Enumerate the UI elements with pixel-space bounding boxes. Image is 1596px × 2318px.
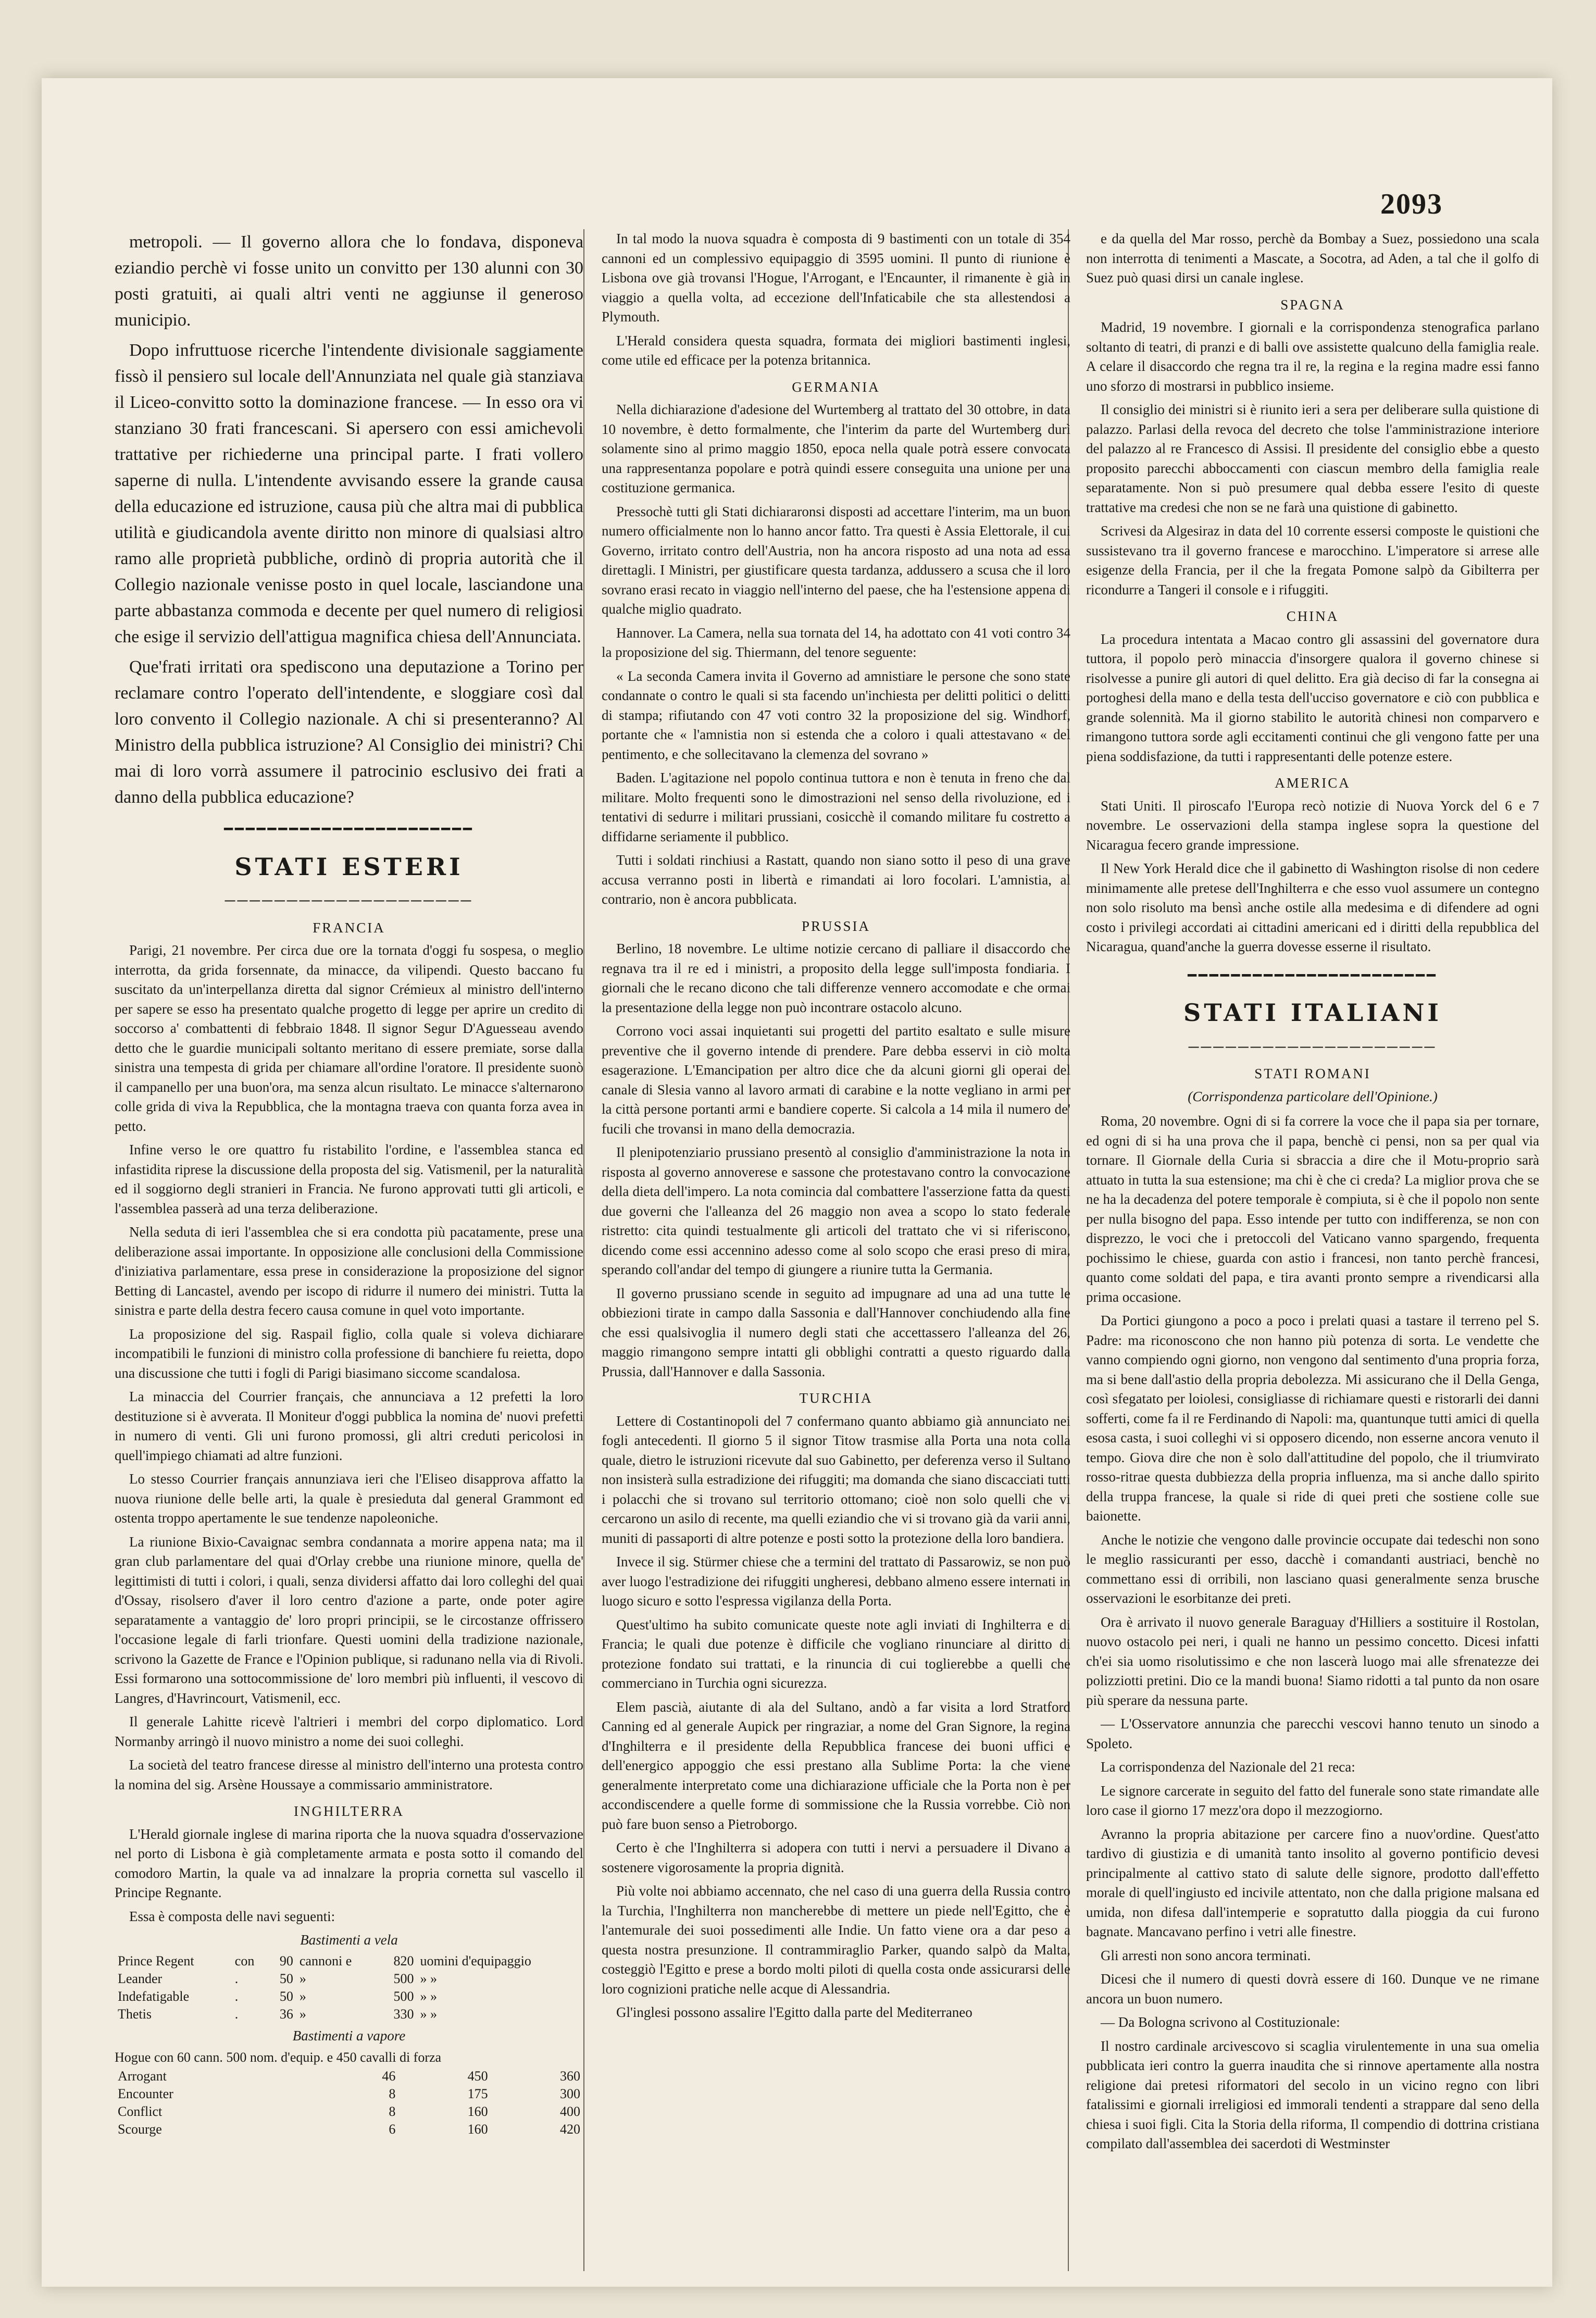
paragraph: Hannover. La Camera, nella sua tornata del 14, ha adottato con 41 voti contro 34 la proposizione del sig. Thiermann, del tenore seguente:: [602, 625, 1070, 660]
paragraph: Ora è arrivato il nuovo generale Baraguay d'Hilliers a sostituire il Rostolan, nuovo ostacolo pei neri, i quali ne hanno un pessimo concetto. Dicesi infatti ch'ei sia uomo risolutissimo e che non lascerà luogo mai alle sfrenatezze dei polizziotti pretini. Dio ce la mandi buona! Siamo ridotti a tal punto da non osare più sperare da nessuna parte.: [1086, 1614, 1539, 1708]
paragraph: Dicesi che il numero di questi dovrà essere di 160. Dunque ve ne rimane ancora un buon numero.: [1086, 1971, 1539, 2007]
paragraph: Il consiglio dei ministri si è riunito ieri a sera per deliberare sulla quistione di palazzo. Parlasi della revoca del decreto che tolse l'amministrazione interiore del palazzo al re Francesco di Assisi. Il presidente del consiglio ebbe a questo proposito parecchi abboccamenti con ciascun membro della famiglia reale separatamente. Non si può presumere qual debba essere l'esito di queste trattative ma credesi che non se ne farà una quistione di gabinetto.: [1086, 402, 1539, 515]
ship-name: Arrogant: [118, 2068, 167, 2084]
paragraph: Berlino, 18 novembre. Le ultime notizie cercano di palliare il disaccordo che regnava tra il re ed i ministri, a proposito della legge sull'imposta fondiaria. I giornali che le recano dicono che tali differenze vennero accomodate e che ormai la presentazione della legge non può incontrare ostacolo alcuno.: [602, 941, 1070, 1015]
country-heading-prussia: PRUSSIA: [801, 918, 871, 934]
cell: .: [234, 1988, 239, 2004]
cell: con: [234, 1953, 255, 1968]
cell: 8: [389, 2086, 396, 2101]
table-row: [115, 1988, 583, 2005]
paragraph: « La seconda Camera invita il Governo ad amnistiare le persone che sono state condannate o contro le quali si sta facendo un'inchiesta per delitti politici o delitti di stampa; rifiutando con 47 voti contro 32 la proposizione del sig. Windhorf, portante che « l'amnistia non si estenda che a coloro i quali attestavano « del pentimento, e che sollecitavano la clemenza del sovrano »: [602, 668, 1070, 762]
paragraph: Gl'inglesi possono assalire l'Egitto dalla parte del Mediterraneo: [616, 2004, 972, 2020]
paragraph: Nella dichiarazione d'adesione del Wurtemberg al trattato del 30 ottobre, in data 10 novembre, è detto formalmente, che l'interim da parte del Wurtemberg durì solamente sino al primo maggio 1850, epoca nella quale potrà essere convocata una rappresentanza popolare e potrà quindi essere conseguita una unione per una costituzione germanica.: [602, 402, 1070, 495]
table-row: [115, 1952, 583, 1970]
country-heading-inghilterra: INGHILTERRA: [294, 1803, 404, 1819]
paragraph: Tutti i soldati rinchiusi a Rastatt, quando non siano sotto il peso di una grave accusa verranno posti in libertà e rimandati ai loro focolari. L'amnistia, al contrario, non è ancora pubblicata.: [602, 852, 1070, 907]
cell: 360: [560, 2068, 580, 2084]
cell: 50: [279, 1971, 293, 1986]
country-heading-turchia: TURCHIA: [799, 1390, 873, 1406]
paragraph: L'Herald considera questa squadra, formata dei migliori bastimenti inglesi, come utile ed efficace per la potenza britannica.: [602, 332, 1070, 368]
column-left: [115, 229, 583, 2292]
cell: 160: [467, 2121, 488, 2137]
paragraph: Invece il sig. Stürmer chiese che a termini del trattato di Passarowiz, se non può aver luogo l'estradizione dei rifuggiti ungheresi, debbano almeno essere internati in luogo sicuro e sotto l'espressa vigilanza della Porta.: [602, 1554, 1070, 1609]
paragraph: Quest'ultimo ha subito comunicate queste note agli inviati di Inghilterra e di Francia; le quali due potenze è difficile che vogliano rinunciare al diritto di protezione fondato sui trattati, e la rinuncia di cui toglierebbe a quelli che commerciano in Turchia ogni sicurezza.: [602, 1616, 1070, 1691]
cell: 90: [279, 1953, 293, 1968]
ornament-rule: ━━━━━━━━━━━━━━━━━━━━━━━: [1188, 967, 1438, 984]
correspondence-note: (Corrispondenza particolare dell'Opinione.): [1188, 1088, 1438, 1104]
paragraph: e da quella del Mar rosso, perchè da Bombay a Suez, possiedono una scala non interrotta di tenimenti a Mascate, a Socotra, ad Aden, a tal che il golfo di Suez può quasi dirsi un canale inglese.: [1086, 231, 1539, 285]
ships-table-steam: [115, 2067, 583, 2138]
cell: 500: [393, 1988, 414, 2004]
paragraph: — L'Osservatore annunzia che parecchi vescovi hanno tenuto un sinodo a Spoleto.: [1086, 1716, 1539, 1751]
table-row: [115, 2121, 583, 2138]
paragraph: Madrid, 19 novembre. I giornali e la corrispondenza stenografica parlano soltanto di teatri, di pranzi e di balli ove assistette qualcuno della famiglia reale. A celare il disaccordo che regna tra il re, la regina e la regina madre essi fanno uno sforzo di mostrarsi in pubblico insieme.: [1086, 319, 1539, 394]
country-heading-america: AMERICA: [1275, 775, 1351, 791]
paragraph: Più volte noi abbiamo accennato, che nel caso di una guerra della Russia contro la Turchia, l'Inghilterra non mancherebbe di mettere un piede nell'Egitto, che è l'antemurale dei suoi possedimenti alle Indie. Un fatto viene ora a dar peso a questa nostra presunzione. Il contrammiraglio Parker, quando salpò da Malta, costeggiò l'Egitto e prese a bordo molti piloti di quella costa onde assicurarsi delle loro cognizioni pratiche nelle acque di Alessandria.: [602, 1883, 1070, 1997]
cell: 300: [560, 2086, 580, 2101]
cell: 36: [279, 2006, 293, 2022]
paragraph: Nella seduta di ieri l'assemblea che si era condotta più pacatamente, prese una deliberazione assai importante. In opposizione alle conclusioni della Commissione d'iniziativa parlamentare, essa prese in considerazione la proposizione del signor Betting di Lancastel, avendo per iscopo di ridurre il numero dei ministri. Tutta la sinistra e parte della destra fecero causa comune in quel voto importante.: [115, 1224, 583, 1318]
paragraph: Dopo infruttuose ricerche l'intendente divisionale saggiamente fissò il pensiero sul locale dell'Annunziata nel quale già stanziava il Liceo-convitto sotto la dominazione francese. — In esso ora vi stanziano 30 frati francescani. Si apersero con essi amichevoli trattative per richiederne una principal parte. I frati vollero saperne di nulla. L'intendente avvisando essere la grande causa della educazione ed istruzione, causa più che altra mai di pubblica utilità e giudicandola avente diritto non minore di qualsiasi altro ramo alle proprietà pubbliche, ordinò di propria autorità che il Collegio nazionale venisse posto in quel locale, lasciandone una parte abbastanza commoda e decente per quel numero di religiosi che esige il servizio dell'attigua magnifica chiesa dell'Annunciata.: [115, 341, 583, 646]
country-heading-spagna: SPAGNA: [1280, 296, 1345, 313]
paragraph: Lettere di Costantinopoli del 7 confermano quanto abbiamo già annunciato nei fogli antecedenti. Il giorno 5 il signor Titow trasmise alla Porta una nota colla quale, dietro le istruzioni ricevute dal suo Gabinetto, per deferenza verso il Sultano non insisterà sulla estradizione dei rifuggiti; ma domanda che siano discacciati tutti i polacchi che si trovano sul territorio ottomano; cioè non solo quelli che vi cercarono un asilo di recente, ma quelli eziandio che vi si trovano già da varii anni, muniti di passaporti di altre potenze e posti sotto la protezione della loro bandiera.: [602, 1413, 1070, 1546]
cell: » »: [420, 1988, 437, 2004]
paragraph: L'Herald giornale inglese di marina riporta che la nuova squadra d'osservazione nel porto di Lisbona è già completamente armata e posta sotto il comando del comodoro Martin, la quale va ad innalzare la propria cornetta sul vascello il Principe Regnante.: [115, 1826, 583, 1900]
table-row: [115, 1970, 583, 1988]
cell: » »: [420, 2006, 437, 2022]
paragraph: Que'frati irritati ora spediscono una deputazione a Torino per reclamare contro l'operato dell'intendente, e sloggiare così dal loro convento il Collegio nazionale. A chi si presenteranno? Al Ministro della pubblica istruzione? Al Consiglio dei ministri? Chi mai di loro vorrà assumere il patrocinio esclusivo dei frati a danno della pubblica educazione?: [115, 657, 583, 807]
cell: 420: [560, 2121, 580, 2137]
cell: »: [299, 1971, 306, 1986]
table-caption-steam: Bastimenti a vapore: [292, 2027, 406, 2043]
ornament-rule: ━━━━━━━━━━━━━━━━━━━━━━━: [224, 821, 474, 838]
paragraph: Corrono voci assai inquietanti sui progetti del partito esaltato e sulle misure preventive che il governo intende di prendere. Pare debba esservi in ciò molta esagerazione. L'Emancipation per altro dice che da alcuni giorni gli operai del canale di Slesia vanno al lavoro armati di carabine e la notte vegliano in armi per la città persone portanti armi e bandiere coperte. Si calcola a 14 mila il numero de' fucili che trovansi in mano della democrazia.: [602, 1023, 1070, 1137]
country-heading-stati-romani: STATI ROMANI: [1254, 1066, 1371, 1081]
paragraph: — Da Bologna scrivono al Costituzionale:: [1101, 2014, 1340, 2030]
newspaper-page: [42, 78, 1552, 2287]
cell: 175: [467, 2086, 488, 2101]
table-row: [115, 2005, 583, 2023]
paragraph: La procedura intentata a Macao contro gli assassini del governatore dura tuttora, il popolo però minaccia d'insorgere qualora il governo chinese si risolvesse a punire gli autori di quel delitto. Era già deciso di far la consegna ai portoghesi della mano e della testa dell'ucciso governatore e ciò con pubblica e grande solennità. Ma il giorno stabilito le autorità chinesi non comparvero e rimangono tuttora sorde agli eccitamenti continui che gli vengono fatte per una piena soddisfazione, da tutti i rappresentanti delle potenze estere.: [1086, 631, 1539, 764]
column-rule: [583, 229, 584, 2271]
cell: 8: [389, 2103, 396, 2119]
table-row: [115, 2085, 583, 2103]
cell: .: [234, 1971, 239, 1986]
paragraph: Stati Uniti. Il piroscafo l'Europa recò notizie di Nuova Yorck del 6 e 7 novembre. Le osservazioni della stampa inglese sopra la questione del Nicaragua fecero grande impressione.: [1086, 797, 1539, 853]
cell: »: [299, 1988, 306, 2004]
column-middle: [602, 229, 1070, 2292]
ship-name: Indefatigable: [118, 1988, 190, 2004]
paragraph: Essa è composta delle navi seguenti:: [129, 1908, 335, 1924]
paragraph: La minaccia del Courrier français, che annunciava a 12 prefetti la loro destituzione si è avverata. Il Moniteur d'oggi pubblica la nomina de' nuovi prefetti in numero di venti. Gli uni furono promossi, gli altri creduti pericolosi in quell'impiego chiamati ad altre funzioni.: [115, 1389, 583, 1463]
paragraph: Lo stesso Courrier français annunziava ieri che l'Eliseo disapprova affatto la nuova riunione delle belle arti, la quale è presieduta dal general Grammont ed ostenta troppo apertamente le sue tendenze napoleoniche.: [115, 1471, 583, 1526]
ship-name: Thetis: [118, 2006, 152, 2022]
cell: »: [299, 2006, 306, 2022]
ornament-rule: ────────────────────: [225, 893, 473, 909]
paragraph: Pressochè tutti gli Stati dichiararonsi disposti ad accettare l'interim, ma un buon numero officialmente non lo hanno ancor fatto. Tra questi è Assia Elettorale, il cui Governo, irritato contro dell'Austria, non ha ancora risposto ad una nota ad essa direttagli. I Ministri, per giustificare questa tardanza, addussero a scusa che il loro sovrano erasi recato in viaggio nell'interno del paese, che ha l'estensione appena di qualche miglio quadrato.: [602, 503, 1070, 617]
steam-table-header: Hogue con 60 cann. 500 nom. d'equip. e 450 cavalli di forza: [115, 2050, 442, 2065]
ornament-rule: ────────────────────: [1188, 1039, 1437, 1055]
cell: » »: [420, 1971, 437, 1986]
country-heading-china: CHINA: [1286, 608, 1339, 624]
table-row: [115, 2103, 583, 2121]
paragraph: Il governo prussiano scende in seguito ad impugnare ad una ad una tutte le obbiezioni tirate in campo dalla Sassonia e dall'Hannover conchiudendo alla fine che essi qualsivoglia il numero degli stati che accettassero l'alleanza del 26, maggio rimangono sempre intatti gli obblighi contratti a questo riguardo dalla Prussia, dall'Hannover e dalla Sassonia.: [602, 1285, 1070, 1379]
paragraph: In tal modo la nuova squadra è composta di 9 bastimenti con un totale di 354 cannoni ed un complessivo equipaggio di 3595 uomini. Il punto di riunione è Lisbona ove già trovansi l'Hogue, l'Arrogant, e l'Encaunter, il rimanente è già in viaggio a quella volta, ad eccezione dell'Infaticabile che sta allestendosi a Plymouth.: [602, 231, 1070, 325]
table-caption-sailing: Bastimenti a vela: [300, 1932, 398, 1948]
ships-table-sailing: [115, 1952, 583, 2023]
paragraph: Le signore carcerate in seguito del fatto del funerale sono state rimandate alle loro case il giorno 17 mezz'ora dopo il mezzogiorno.: [1086, 1783, 1539, 1818]
section-title-stati-esteri: STATI ESTERI: [234, 852, 464, 881]
cell: .: [234, 2006, 239, 2022]
cell: uomini d'equipaggio: [420, 1953, 531, 1968]
paragraph: Baden. L'agitazione nel popolo continua tuttora e non è tenuta in freno che dal militare. Molto frequenti sono le dimostrazioni nel senso della rivoluzione, ed i tentativi di sedurre i militari prussiani, cosicchè il comando militare fu costretto a diffidarne seriamente il pubblico.: [602, 770, 1070, 844]
ship-name: Conflict: [118, 2103, 163, 2119]
paragraph: Anche le notizie che vengono dalle provincie occupate dai tedeschi non sono le meglio rassicuranti per esso, dacchè i comandanti austriaci, benchè no commettano essi di orribili, non lasciano quasi generalmente senza brusche osservazioni le esorbitanze dei preti.: [1086, 1531, 1539, 1606]
table-row: [115, 2067, 583, 2085]
ship-name: Scourge: [118, 2121, 162, 2137]
cell: 500: [393, 1971, 414, 1986]
country-heading-francia: FRANCIA: [313, 919, 385, 936]
column-right: [1086, 229, 1539, 2292]
page-number: 2093: [1380, 188, 1443, 220]
cell: 330: [393, 2006, 414, 2022]
section-title-stati-italiani: STATI ITALIANI: [1183, 999, 1442, 1027]
paragraph: Avranno la propria abitazione per carcere fino a nuov'ordine. Quest'atto tardivo di giustizia e di umanità tanto insolito al governo pontificio devesi principalmente al cattivo stato di salute delle signore, prodotto dall'effetto morale di quell'ingiusto ed incivile attentato, non che dalla prigione malsana ed umida, non difesa dall'intemperie e sopratutto dalla pioggia da cui furono bagnate. Mancavano perfino i vetri alle finestre.: [1086, 1826, 1539, 1939]
paragraph: Infine verso le ore quattro fu ristabilito l'ordine, e l'assemblea stanca ed infastidita riprese la discussione della proposta del sig. Vatismenil, per la naturalità ed il soggiorno degli stranieri in Francia. Ne furono approvati tutti gli articoli, e l'assemblea passerà ad una terza deliberazione.: [115, 1142, 583, 1216]
ship-name: Leander: [118, 1971, 163, 1986]
cell: 820: [393, 1953, 414, 1968]
paragraph: metropoli. — Il governo allora che lo fondava, disponeva eziandio perchè vi fosse unito un convitto per 130 alunni con 30 posti gratuiti, ai quali altri venti ne aggiunse il generoso municipio.: [115, 232, 583, 330]
paragraph: La proposizione del sig. Raspail figlio, colla quale si voleva dichiarare incompatibili le funzioni di ministro colla professione di banchiere fu reietta, dopo una discussione che tutti i fogli di Parigi biasimano siccome scandalosa.: [115, 1326, 583, 1381]
paragraph: Certo è che l'Inghilterra si adopera con tutti i nervi a persuadere il Divano a sostenere vigorosamente la propria dignità.: [602, 1840, 1070, 1875]
paragraph: Da Portici giungono a poco a poco i prelati quasi a tastare il terreno pel S. Padre: ma riconoscono che non hanno più potenza di sorta. Le vendette che vanno compiendo ogni giorno, non vengono dal sentimento d'una propria forza, ma si bene dall'astio della propria debolezza. Mi assicurano che il Della Genga, così sfegatato per loiolesi, consigliasse di richiamare questi e ristorarli dei danni sofferti, come fa il re Ferdinando di Napoli: ma, quantunque tutti amici di quella esosa casta, i suoi colleghi vi si opposero dicendo, non esserne ancora venuto il tempo. Giova dire che non è solo dall'attitudine del popolo, che il triumvirato rosso-ritrae questa dubbiezza della propria influenza, ma si anche dallo spirito della truppa francese, la quale si ride di quei preti che sostiene colle sue baionette.: [1086, 1313, 1539, 1524]
cell: 46: [382, 2068, 396, 2084]
paragraph: La riunione Bixio-Cavaignac sembra condannata a morire appena nata; ma il gran club parlamentare del quai d'Orlay crebbe una riunione minore, quella de' legittimisti di tutti i colori, i quali, senza dividersi affatto dai loro colleghi del quai d'Ossay, risolsero d'aver il loro centro d'azione a parte, onde poter agire separatamente a vantaggio de' loro propri principii, se le circostanze offrissero l'occasione legale di farli trionfare. Questi uomini della tradizione nazionale, scrivono la Gazette de France e l'Opinion publique, si radunano nella via di Rivoli. Essi formarono una sottocommissione de' loro membri più influenti, il vescovo di Langres, d'Havrincourt, Vatismenil, ecc.: [115, 1534, 583, 1706]
paragraph: Il nostro cardinale arcivescovo si scaglia virulentemente in una sua omelia pubblicata ieri contro la guerra inaudita che si rinnove apertamente alla nostra religione dai pretesi riformatori del secolo in un vicino regno con libri fatalissimi e giornali irreligiosi ed immorali tendenti a strappare dal seno della chiesa i suoi figli. Cita la Storia della riforma, Il compendio di dottrina cristiana compilato dall'assemblea dei sacerdoti di Westminster: [1086, 2038, 1539, 2151]
paragraph: Scrivesi da Algesiraz in data del 10 corrente essersi composte le quistioni che sussistevano tra il governo francese e marocchino. L'imperatore si arrese alle esigenze della Francia, per il che la fregata Pomone salpò da Gibilterra per ricondurre a Tangeri il console e i rifuggiti.: [1086, 523, 1539, 597]
paragraph: Il plenipotenziario prussiano presentò al consiglio d'amministrazione la nota in risposta al governo annoverese e sassone che protestavano contro la convocazione della dieta dell'impero. La nota comincia dal combattere l'asserzione fatta da questi due governi che l'alleanza del 26 maggio non avea a scopo lo stato federale ristretto: cita quindi testualmente gli articoli del trattato che vi si riferiscono, dicendo come essi accennino adesso come al solo scopo che erasi preso di mira, sperando coll'andar del tempo di giungere a riunire tutta la Germania.: [602, 1144, 1070, 1277]
ship-name: Encounter: [118, 2086, 173, 2101]
paragraph: La società del teatro francese diresse al ministro dell'interno una protesta contro la nomina del sig. Arsène Houssaye a commissario amministratore.: [115, 1757, 583, 1792]
cell: 6: [389, 2121, 396, 2137]
paragraph: Roma, 20 novembre. Ogni di si fa correre la voce che il papa sia per tornare, ed ogni di si ha una prova che il papa, benchè ci pensi, non sa per qual via tornare. Il Giornale della Curia si sbraccia a dire che il Motu-proprio sarà attuato in tutta la sua estensione; ma chi è che ci creda? La miglior prova che se ne ha la decadenza del potere temporale è compiuta, si è che il popolo non sente per nulla bisogno del papa. Esso intende per tutto con indifferenza, se non con disprezzo, le voci che i pretoccoli del Vaticano vanno spargendo, frequenta pochissimo le chiese, guarda con astio i francesi, non tanto perchè francesi, quanto come soldati del papa, e tira avanti pronto sempre a rivendicarsi alla prima occasione.: [1086, 1113, 1539, 1305]
paragraph: Gli arresti non sono ancora terminati.: [1101, 1947, 1311, 1963]
paragraph: Parigi, 21 novembre. Per circa due ore la tornata d'oggi fu sospesa, o meglio interrotta, da grida forsennate, da minacce, da vilipendi. Questo baccano fu suscitato da un'interpellanza diretta dal signor Crémieux al ministro dell'interno per sapere se esso ha presentato qualche progetto di legge per aprire un credito di soccorso a' combattenti di febbraio 1848. Il signor Segur D'Aguesseau avendo detto che le guardie municipali soltanto meritano di essere premiate, sorse dalla sinistra una tempesta di grida per chiamare all'ordine l'oratore. Il presidente suonò il campanello per una buon'ora, ma senza alcun risultato. Le minacce s'alternarono colle grida di viva la Repubblica, che la montagna traeva con quanta forza avea in petto.: [115, 942, 583, 1134]
cell: 450: [467, 2068, 488, 2084]
country-heading-germania: GERMANIA: [792, 379, 880, 395]
paragraph: Elem pascià, aiutante di ala del Sultano, andò a far visita a lord Stratford Canning ed al generale Aupick per ringraziar, a nome del Gran Signore, la regina d'Inghilterra e il presidente della Repubblica francese dei buoni uffici e dell'energico appoggio che essi prestano alla Sublime Porta: la che viene generalmente interpretato come una dichiarazione ufficiale che la Porta non è per accondiscendere a quelle forme di sommissione che la Russia vorrebbe. Ciò non può fare buon senso a Pietroborgo.: [602, 1699, 1070, 1832]
paragraph: Il generale Lahitte ricevè l'altrieri i membri del corpo diplomatico. Lord Normanby arringò il nuovo ministro a nome dei suoi colleghi.: [115, 1714, 583, 1749]
paragraph: Il New York Herald dice che il gabinetto di Washington risolse di non cedere minimamente alle pretese dell'Inghilterra e che esso vuol assumere un contegno non solo risoluto ma bensì anche ostile alla medesima e di difendere ad ogni costo i privilegi accordati ai cittadini americani ed i diritti della repubblica del Nicaragua, quand'anche la guerra dovesse esserne il risultato.: [1086, 861, 1539, 954]
paragraph: La corrispondenza del Nazionale del 21 reca:: [1101, 1759, 1355, 1775]
ship-name: Prince Regent: [118, 1953, 194, 1968]
cell: 160: [467, 2103, 488, 2119]
intro-article: [115, 229, 583, 811]
cell: 400: [560, 2103, 580, 2119]
cell: 50: [279, 1988, 293, 2004]
cell: cannoni e: [299, 1953, 352, 1968]
